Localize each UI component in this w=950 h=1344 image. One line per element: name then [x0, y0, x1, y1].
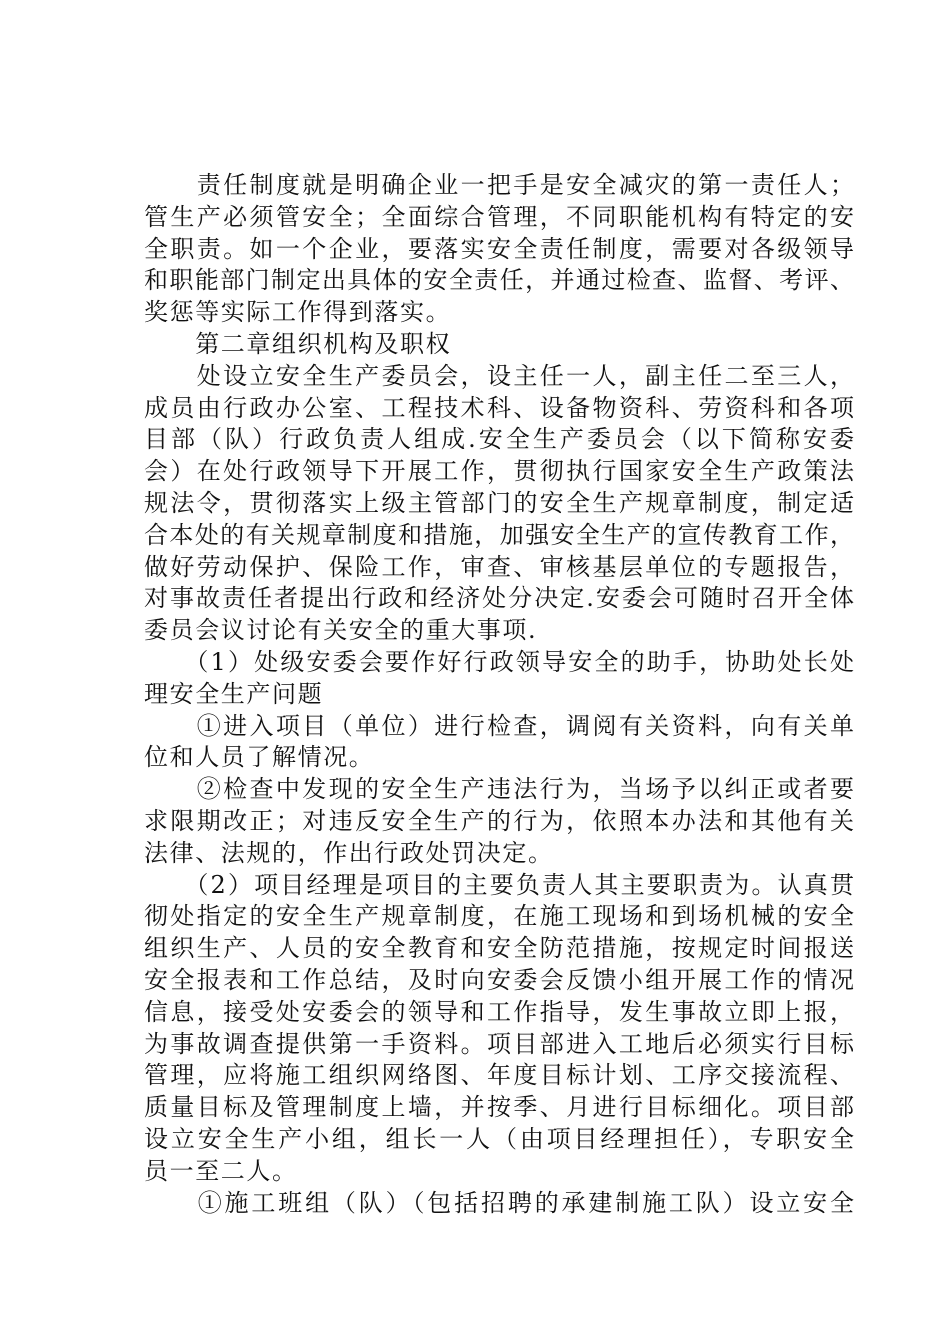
text-line: 会）在处行政领导下开展工作，贯彻执行国家安全生产政策法 — [144, 457, 854, 486]
text-line: 理安全生产问题 — [144, 679, 324, 708]
text-line: 安全报表和工作总结，及时向安委会反馈小组开展工作的情况 — [144, 965, 854, 994]
text-line: 组织生产、人员的安全教育和安全防范措施，按规定时间报送 — [144, 934, 854, 963]
text-line: 管生产必须管安全；全面综合管理，不同职能机构有特定的安 — [144, 202, 854, 231]
text-line: 位和人员了解情况。 — [144, 743, 375, 772]
text-line: 管理，应将施工组织网络图、年度目标计划、工序交接流程、 — [144, 1061, 854, 1090]
text-line: （2）项目经理是项目的主要负责人其主要职责为。认真贯 — [144, 870, 854, 899]
text-line: 责任制度就是明确企业一把手是安全减灾的第一责任人； — [144, 171, 854, 199]
text-line: 法律、法规的，作出行政处罚决定。 — [144, 838, 554, 867]
text-line: 彻处指定的安全生产规章制度，在施工现场和到场机械的安全 — [144, 902, 854, 931]
text-line: 员一至二人。 — [144, 1156, 298, 1185]
text-line: 求限期改正；对违反安全生产的行为，依照本办法和其他有关 — [144, 806, 854, 835]
text-line: （1）处级安委会要作好行政领导安全的助手，协助处长处 — [144, 647, 854, 676]
text-line: ①施工班组（队）（包括招聘的承建制施工队）设立安全 — [144, 1188, 854, 1217]
text-line: 对事故责任者提出行政和经济处分决定.安委会可随时召开全体 — [144, 584, 854, 613]
text-line: 信息，接受处安委会的领导和工作指导，发生事故立即上报， — [144, 997, 854, 1026]
text-line: 处设立安全生产委员会，设主任一人，副主任二至三人， — [144, 361, 854, 390]
text-line: 成员由行政办公室、工程技术科、设备物资科、劳资科和各项 — [144, 393, 854, 422]
text-line: 目部（队）行政负责人组成.安全生产委员会（以下简称安委 — [144, 425, 854, 454]
text-line: ②检查中发现的安全生产违法行为，当场予以纠正或者要 — [144, 775, 854, 804]
text-line: 为事故调查提供第一手资料。项目部进入工地后必须实行目标 — [144, 1029, 854, 1058]
text-line: 委员会议讨论有关安全的重大事项. — [144, 616, 538, 645]
text-line: ①进入项目（单位）进行检查，调阅有关资料，向有关单 — [144, 711, 854, 740]
text-line: 规法令，贯彻落实上级主管部门的安全生产规章制度，制定适 — [144, 488, 854, 517]
text-line: 全职责。如一个企业，要落实安全责任制度，需要对各级领导 — [144, 234, 854, 263]
section-heading: 第二章组织机构及职权 — [144, 329, 452, 358]
text-line: 质量目标及管理制度上墙，并按季、月进行目标细化。项目部 — [144, 1093, 854, 1122]
text-line: 设立安全生产小组，组长一人（由项目经理担任），专职安全 — [144, 1124, 854, 1153]
text-line: 和职能部门制定出具体的安全责任，并通过检查、监督、考评、 — [144, 266, 854, 295]
document-body — [144, 170, 854, 1219]
text-line: 做好劳动保护、保险工作，审查、审核基层单位的专题报告， — [144, 552, 854, 581]
text-line: 奖惩等实际工作得到落实。 — [144, 298, 452, 327]
text-line: 合本处的有关规章制度和措施，加强安全生产的宣传教育工作， — [144, 520, 854, 549]
